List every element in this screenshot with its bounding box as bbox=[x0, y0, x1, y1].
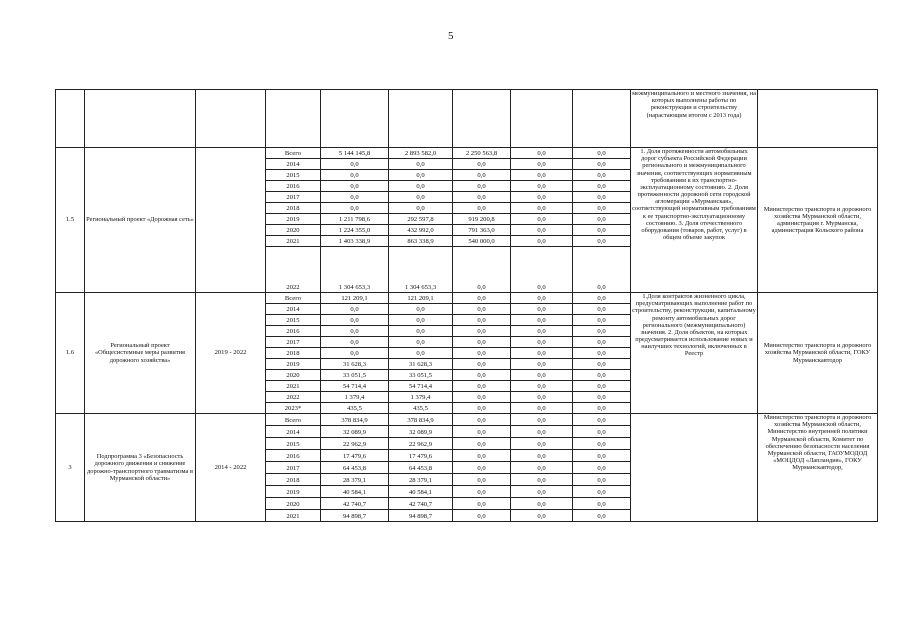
value-cell: 0,0 bbox=[453, 510, 511, 522]
value-cell: 0,0 bbox=[453, 326, 511, 337]
section-name: Региональный проект «Общесистемные меры развития дорожного хозяйства» bbox=[85, 293, 196, 414]
value-cell: 0,0 bbox=[573, 359, 631, 370]
empty-cell bbox=[85, 90, 196, 148]
value-cell: 28 379,1 bbox=[321, 474, 389, 486]
value-cell: 33 051,5 bbox=[389, 370, 453, 381]
value-cell: 0,0 bbox=[453, 486, 511, 498]
value-cell: 0,0 bbox=[511, 203, 573, 214]
value-cell: 0,0 bbox=[321, 326, 389, 337]
value-cell: 0,0 bbox=[321, 159, 389, 170]
value-cell: 919 200,8 bbox=[453, 214, 511, 225]
value-cell: 32 089,9 bbox=[389, 426, 453, 438]
value-cell: 0,0 bbox=[389, 159, 453, 170]
section-period: 2019 - 2022 bbox=[196, 293, 266, 414]
value-cell: 0,0 bbox=[511, 438, 573, 450]
value-cell: 0,0 bbox=[573, 304, 631, 315]
value-cell: 0,0 bbox=[573, 214, 631, 225]
value-cell: 0,0 bbox=[511, 293, 573, 304]
value-cell: 0,0 bbox=[453, 181, 511, 192]
value-cell: 0,0 bbox=[453, 498, 511, 510]
value-cell: 0,0 bbox=[511, 403, 573, 414]
value-cell: 0,0 bbox=[573, 486, 631, 498]
value-cell: 0,0 bbox=[573, 348, 631, 359]
value-cell: 0,0 bbox=[321, 181, 389, 192]
table-row bbox=[56, 414, 878, 426]
empty-cell bbox=[56, 90, 85, 148]
table-row bbox=[56, 293, 878, 304]
value-cell: 1 379,4 bbox=[321, 392, 389, 403]
value-cell: 378 834,9 bbox=[321, 414, 389, 426]
value-cell: 0,0 bbox=[453, 315, 511, 326]
value-cell: 22 962,9 bbox=[389, 438, 453, 450]
value-cell: 0,0 bbox=[511, 348, 573, 359]
value-cell: 1 304 653,3 bbox=[389, 247, 453, 293]
section-name: Подпрограмма 3 «Безопасность дорожного движения и снижение дорожно-транспортного травматизма в Мурманской области» bbox=[85, 414, 196, 522]
value-cell: 0,0 bbox=[511, 236, 573, 247]
value-cell: 0,0 bbox=[573, 381, 631, 392]
value-cell: 0,0 bbox=[573, 337, 631, 348]
value-cell: 0,0 bbox=[511, 510, 573, 522]
section-executors: Министерство транспорта и дорожного хозяйства Мурманской области, ГОКУ Мурманскавтодор bbox=[758, 293, 878, 414]
value-cell: 0,0 bbox=[321, 192, 389, 203]
value-cell: 0,0 bbox=[453, 438, 511, 450]
section-number: 1.6 bbox=[56, 293, 85, 414]
value-cell: 17 479,6 bbox=[321, 450, 389, 462]
value-cell: 0,0 bbox=[573, 247, 631, 293]
value-cell: 0,0 bbox=[511, 148, 573, 159]
value-cell: 0,0 bbox=[321, 348, 389, 359]
section-executors: Министерство транспорта и дорожного хозяйства Мурманской области, администрация г. Мурманска, администрация Кольского района bbox=[758, 148, 878, 293]
value-cell: 1 211 798,6 bbox=[321, 214, 389, 225]
year-cell: 2016 bbox=[266, 450, 321, 462]
year-cell: 2022 bbox=[266, 392, 321, 403]
value-cell: 0,0 bbox=[511, 337, 573, 348]
value-cell: 31 628,3 bbox=[389, 359, 453, 370]
value-cell: 42 740,7 bbox=[389, 498, 453, 510]
value-cell: 0,0 bbox=[573, 170, 631, 181]
value-cell: 0,0 bbox=[573, 192, 631, 203]
value-cell: 2 250 563,8 bbox=[453, 148, 511, 159]
value-cell: 1 379,4 bbox=[389, 392, 453, 403]
year-cell: 2015 bbox=[266, 438, 321, 450]
year-cell: 2021 bbox=[266, 381, 321, 392]
year-cell: 2019 bbox=[266, 359, 321, 370]
value-cell: 0,0 bbox=[321, 315, 389, 326]
year-cell: 2019 bbox=[266, 486, 321, 498]
value-cell: 0,0 bbox=[453, 359, 511, 370]
value-cell: 0,0 bbox=[573, 181, 631, 192]
year-cell: 2023* bbox=[266, 403, 321, 414]
year-cell: 2014 bbox=[266, 159, 321, 170]
year-cell: 2017 bbox=[266, 192, 321, 203]
section-period: 2014 - 2022 bbox=[196, 414, 266, 522]
year-cell: 2014 bbox=[266, 304, 321, 315]
value-cell: 0,0 bbox=[389, 337, 453, 348]
value-cell: 0,0 bbox=[511, 474, 573, 486]
value-cell: 0,0 bbox=[511, 326, 573, 337]
value-cell: 0,0 bbox=[389, 170, 453, 181]
value-cell: 0,0 bbox=[511, 426, 573, 438]
value-cell: 0,0 bbox=[511, 359, 573, 370]
value-cell: 0,0 bbox=[321, 337, 389, 348]
value-cell: 435,5 bbox=[389, 403, 453, 414]
value-cell: 0,0 bbox=[511, 381, 573, 392]
empty-cell bbox=[758, 90, 878, 148]
value-cell: 0,0 bbox=[573, 498, 631, 510]
value-cell: 0,0 bbox=[573, 426, 631, 438]
value-cell: 64 453,8 bbox=[321, 462, 389, 474]
value-cell: 0,0 bbox=[573, 236, 631, 247]
section-indicators: 1. Доля протяженности автомобильных дорог субъекта Российской Федерации регионального и межмуниципального значения, соответствующих нормативным требованиям к их транспортно-эксплуатационному состоянию. 2. Доля протяженности дорожной сети городской агломерации «Мурманская», соответствующей нормативным требованиям к ее транспортно-эксплуатационному состоянию. 3. Доля отечественного оборудования (товаров, работ, услуг) в общем объеме закупок bbox=[631, 148, 758, 293]
value-cell: 0,0 bbox=[453, 381, 511, 392]
value-cell: 0,0 bbox=[573, 450, 631, 462]
program-table bbox=[55, 89, 878, 522]
value-cell: 0,0 bbox=[573, 148, 631, 159]
value-cell: 5 144 145,8 bbox=[321, 148, 389, 159]
year-cell: 2017 bbox=[266, 462, 321, 474]
value-cell: 0,0 bbox=[389, 181, 453, 192]
value-cell: 0,0 bbox=[573, 293, 631, 304]
value-cell: 0,0 bbox=[389, 203, 453, 214]
value-cell: 0,0 bbox=[453, 450, 511, 462]
value-cell: 1 224 355,0 bbox=[321, 225, 389, 236]
year-cell: Всего bbox=[266, 148, 321, 159]
value-cell: 0,0 bbox=[453, 159, 511, 170]
value-cell: 31 628,3 bbox=[321, 359, 389, 370]
value-cell: 1 304 653,3 bbox=[321, 247, 389, 293]
value-cell: 0,0 bbox=[453, 348, 511, 359]
value-cell: 378 834,9 bbox=[389, 414, 453, 426]
value-cell: 0,0 bbox=[573, 462, 631, 474]
year-cell: 2021 bbox=[266, 510, 321, 522]
year-cell: 2015 bbox=[266, 315, 321, 326]
empty-cell bbox=[196, 90, 266, 148]
value-cell: 0,0 bbox=[511, 214, 573, 225]
empty-cell bbox=[573, 90, 631, 148]
value-cell: 0,0 bbox=[389, 192, 453, 203]
value-cell: 0,0 bbox=[453, 403, 511, 414]
empty-cell bbox=[321, 90, 389, 148]
year-cell: 2017 bbox=[266, 337, 321, 348]
value-cell: 863 338,9 bbox=[389, 236, 453, 247]
value-cell: 435,5 bbox=[321, 403, 389, 414]
value-cell: 0,0 bbox=[573, 159, 631, 170]
section-period bbox=[196, 148, 266, 293]
value-cell: 0,0 bbox=[573, 392, 631, 403]
value-cell: 121 209,1 bbox=[389, 293, 453, 304]
value-cell: 28 379,1 bbox=[389, 474, 453, 486]
value-cell: 0,0 bbox=[573, 510, 631, 522]
value-cell: 54 714,4 bbox=[321, 381, 389, 392]
page-number: 5 bbox=[448, 30, 454, 42]
year-cell: 2020 bbox=[266, 370, 321, 381]
year-cell: 2022 bbox=[266, 247, 321, 293]
value-cell: 0,0 bbox=[453, 392, 511, 403]
value-cell: 0,0 bbox=[453, 337, 511, 348]
value-cell: 0,0 bbox=[511, 498, 573, 510]
value-cell: 0,0 bbox=[389, 326, 453, 337]
value-cell: 94 898,7 bbox=[321, 510, 389, 522]
value-cell: 0,0 bbox=[321, 170, 389, 181]
value-cell: 0,0 bbox=[453, 414, 511, 426]
section-name: Региональный проект «Дорожная сеть» bbox=[85, 148, 196, 293]
value-cell: 0,0 bbox=[511, 414, 573, 426]
value-cell: 791 363,0 bbox=[453, 225, 511, 236]
table-row bbox=[56, 148, 878, 159]
value-cell: 0,0 bbox=[511, 181, 573, 192]
value-cell: 32 089,9 bbox=[321, 426, 389, 438]
value-cell: 0,0 bbox=[453, 192, 511, 203]
year-cell: 2016 bbox=[266, 326, 321, 337]
year-cell: 2016 bbox=[266, 181, 321, 192]
value-cell: 0,0 bbox=[453, 203, 511, 214]
year-cell: 2018 bbox=[266, 474, 321, 486]
value-cell: 0,0 bbox=[573, 474, 631, 486]
section-number: 1.5 bbox=[56, 148, 85, 293]
section-indicators: 1.Доля контрактов жизненного цикла, предусматривающих выполнение работ по строительству, реконструкции, капитальному ремонту автомобильных дорог регионального (межмуниципального) значения. 2. Доля объектов, на которых предусматривается использование новых и наилучших технологий, включенных в Реестр bbox=[631, 293, 758, 414]
value-cell: 22 962,9 bbox=[321, 438, 389, 450]
value-cell: 17 479,6 bbox=[389, 450, 453, 462]
value-cell: 0,0 bbox=[389, 315, 453, 326]
empty-cell bbox=[511, 90, 573, 148]
value-cell: 0,0 bbox=[511, 159, 573, 170]
value-cell: 0,0 bbox=[453, 462, 511, 474]
value-cell: 432 992,0 bbox=[389, 225, 453, 236]
value-cell: 40 584,1 bbox=[321, 486, 389, 498]
value-cell: 94 898,7 bbox=[389, 510, 453, 522]
value-cell: 0,0 bbox=[573, 403, 631, 414]
value-cell: 0,0 bbox=[453, 370, 511, 381]
value-cell: 0,0 bbox=[511, 462, 573, 474]
value-cell: 0,0 bbox=[511, 315, 573, 326]
continuation-row bbox=[56, 90, 878, 148]
value-cell: 0,0 bbox=[511, 450, 573, 462]
year-cell: 2018 bbox=[266, 348, 321, 359]
value-cell: 0,0 bbox=[511, 170, 573, 181]
section-executors: Министерство транспорта и дорожного хозяйства Мурманской области, Министерство внутренней политики Мурманской области, Комитет по обеспечению безопасности населения Мурманской области, ГАОУМОДОД «МОЦДОД «Лапландия», ГОКУ Мурманскавтодор, bbox=[758, 414, 878, 522]
year-cell: 2015 bbox=[266, 170, 321, 181]
value-cell: 0,0 bbox=[511, 370, 573, 381]
value-cell: 0,0 bbox=[453, 247, 511, 293]
value-cell: 1 403 338,9 bbox=[321, 236, 389, 247]
value-cell: 0,0 bbox=[321, 203, 389, 214]
value-cell: 0,0 bbox=[453, 304, 511, 315]
value-cell: 0,0 bbox=[511, 392, 573, 403]
year-cell: 2019 bbox=[266, 214, 321, 225]
value-cell: 0,0 bbox=[389, 304, 453, 315]
value-cell: 121 209,1 bbox=[321, 293, 389, 304]
value-cell: 64 453,8 bbox=[389, 462, 453, 474]
value-cell: 0,0 bbox=[573, 438, 631, 450]
empty-cell bbox=[389, 90, 453, 148]
value-cell: 0,0 bbox=[511, 247, 573, 293]
value-cell: 40 584,1 bbox=[389, 486, 453, 498]
value-cell: 0,0 bbox=[573, 370, 631, 381]
value-cell: 54 714,4 bbox=[389, 381, 453, 392]
value-cell: 0,0 bbox=[573, 203, 631, 214]
value-cell: 0,0 bbox=[453, 474, 511, 486]
year-cell: 2018 bbox=[266, 203, 321, 214]
value-cell: 0,0 bbox=[453, 170, 511, 181]
value-cell: 0,0 bbox=[573, 326, 631, 337]
value-cell: 0,0 bbox=[573, 315, 631, 326]
value-cell: 0,0 bbox=[453, 293, 511, 304]
value-cell: 0,0 bbox=[573, 225, 631, 236]
year-cell: 2014 bbox=[266, 426, 321, 438]
value-cell: 0,0 bbox=[321, 304, 389, 315]
year-cell: Всего bbox=[266, 293, 321, 304]
year-cell: Всего bbox=[266, 414, 321, 426]
empty-cell bbox=[266, 90, 321, 148]
value-cell: 0,0 bbox=[573, 414, 631, 426]
value-cell: 2 893 582,0 bbox=[389, 148, 453, 159]
year-cell: 2021 bbox=[266, 236, 321, 247]
value-cell: 33 051,5 bbox=[321, 370, 389, 381]
value-cell: 0,0 bbox=[389, 348, 453, 359]
section-indicators bbox=[631, 414, 758, 522]
indicator-cell: межмуниципального и местного значения, на которых выполнены работы по реконструкции и строительству (нарастающим итогом с 2013 года) bbox=[631, 90, 758, 148]
section-number: 3 bbox=[56, 414, 85, 522]
value-cell: 292 597,8 bbox=[389, 214, 453, 225]
value-cell: 0,0 bbox=[511, 304, 573, 315]
value-cell: 0,0 bbox=[511, 192, 573, 203]
empty-cell bbox=[453, 90, 511, 148]
value-cell: 540 000,0 bbox=[453, 236, 511, 247]
value-cell: 42 740,7 bbox=[321, 498, 389, 510]
value-cell: 0,0 bbox=[453, 426, 511, 438]
year-cell: 2020 bbox=[266, 225, 321, 236]
year-cell: 2020 bbox=[266, 498, 321, 510]
value-cell: 0,0 bbox=[511, 225, 573, 236]
value-cell: 0,0 bbox=[511, 486, 573, 498]
